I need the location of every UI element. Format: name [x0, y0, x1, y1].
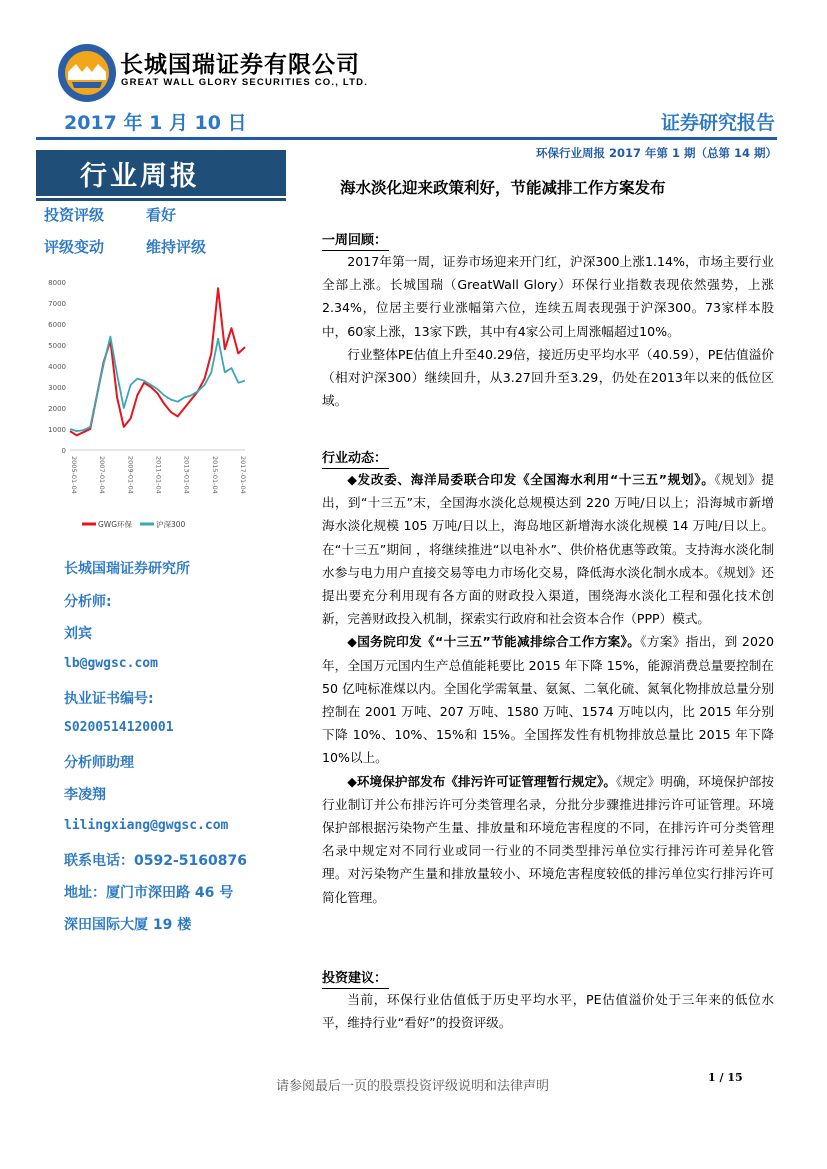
rating-change-label: 评级变动 — [44, 238, 105, 256]
y-tick-label: 7000 — [48, 300, 66, 308]
license-label: 执业证书编号: — [64, 691, 154, 707]
x-tick-label: 2011-01-04 — [154, 456, 163, 494]
section-review-body — [322, 250, 774, 412]
y-tick-label: 4000 — [48, 363, 66, 371]
phone: 联系电话：0592-5160876 — [64, 853, 247, 869]
assistant-email[interactable]: lilingxiang@gwgsc.com — [64, 818, 229, 833]
report-title: 海水淡化迎来政策利好，节能减排工作方案发布 — [340, 179, 666, 197]
rating-invest-value: 看好 — [146, 206, 177, 224]
issue-line: 环保行业周报 2017 年第 1 期（总第 14 期） — [535, 146, 777, 160]
y-tick-label: 2000 — [48, 405, 66, 413]
rating-change-value: 维持评级 — [146, 238, 207, 256]
x-tick-label: 2005-01-04 — [70, 456, 78, 494]
address-line-1: 地址：厦门市深田路 46 号 — [64, 885, 234, 901]
analyst-name: 刘宾 — [64, 626, 92, 642]
dynamic-item-3-title: ◆环境保护部发布《排污许可证管理暂行规定》。 — [347, 773, 617, 789]
x-tick-label: 2015-01-04 — [210, 456, 219, 494]
y-tick-label: 3000 — [48, 384, 66, 392]
company-logo — [56, 42, 118, 104]
review-paragraph-2: 行业整体PE估值上升至40.29倍，接近历史平均水平（40.59），PE估值溢价（相对沪深300）继续回升，从3.27回升至3.29，仍处在2013年以来的低位区域。 — [322, 346, 774, 409]
assistant-label: 分析师助理 — [64, 755, 134, 771]
rating-change — [44, 236, 206, 257]
header-divider — [36, 137, 777, 140]
y-tick-label: 8000 — [48, 279, 66, 287]
dynamic-item-1 — [322, 468, 774, 630]
company-name-cn: 长城国瑞证券有限公司 — [120, 52, 360, 78]
x-tick-label: 2013-01-04 — [182, 456, 191, 494]
legend-label: 沪深300 — [156, 520, 186, 529]
x-tick-label: 2009-01-04 — [126, 456, 135, 494]
section-advice-body — [322, 988, 774, 1034]
dynamic-item-3-text: 《规定》明确，环境保护部按行业制订并公布排污许可分类管理名录，分批分步骤推进排污许可证管理。环境保护部根据污染物产生量、排放量和环境危害程度的不同，在排污许可分类管理名录中规定对不同行业或同一行业的不同类型排污单位实行排污许可差异化管理。对污染物产生量和排放量较小、环境危害程度较低的排污单位实行排污许可简化管理。 — [322, 773, 775, 905]
section-dynamic-heading: 行业动态： — [322, 450, 389, 469]
license-number: S0200514120001 — [64, 720, 174, 735]
y-tick-label: 0 — [61, 447, 66, 455]
series-line-hs300 — [70, 337, 245, 432]
weekly-banner — [36, 150, 286, 196]
footer-disclaimer: 请参阅最后一页的股票投资评级说明和法律声明 — [276, 1079, 550, 1094]
section-review-heading: 一周回顾： — [322, 232, 389, 251]
analyst-label: 分析师: — [64, 594, 112, 610]
address-line-2: 深田国际大厦 19 楼 — [64, 917, 192, 933]
weekly-banner-label: 行业周报 — [80, 160, 200, 192]
x-tick-label: 2017-01-04 — [239, 456, 247, 494]
assistant-name: 李凌翔 — [64, 787, 106, 803]
x-tick-label: 2007-01-04 — [98, 456, 107, 494]
advice-paragraph: 当前，环保行业估值低于历史平均水平，PE估值溢价处于三年来的低位水平，维持行业“看好”的投资评级。 — [322, 992, 774, 1031]
section-advice-heading: 投资建议： — [322, 970, 389, 989]
index-chart — [40, 272, 290, 542]
dynamic-item-2 — [322, 630, 774, 769]
series-line-gwg — [70, 288, 245, 435]
report-date: 2017 年 1 月 10 日 — [64, 112, 247, 134]
dynamic-item-2-title: ◆国务院印发《“十三五”节能减排综合工作方案》。 — [347, 634, 641, 650]
institute-name: 长城国瑞证券研究所 — [64, 561, 190, 577]
dynamic-item-2-text: 《方案》指出，到 2020 年，全国万元国内生产总值能耗要比 2015 年下降 15%，能源消费总量要控制在 50 亿吨标准煤以内。全国化学需氧量、氨氮、二氧化硫、氮氧化物排放总量分别控制在 2001 万吨、207 万吨、1580 万吨、1574 万吨以内，比 2015 年分别下降 10%、10%、15%和 15%。全国挥发性有机物排放总量比 2015 年下降 10%以上。 — [322, 634, 774, 766]
dynamic-item-3 — [322, 770, 774, 909]
company-name-en: GREAT WALL GLORY SECURITIES CO., LTD. — [121, 77, 369, 88]
report-type: 证券研究报告 — [660, 112, 775, 134]
page-number: 1 / 15 — [708, 1071, 743, 1084]
rating-invest — [44, 204, 176, 225]
review-paragraph-1: 2017年第一周，证券市场迎来开门红，沪深300上涨1.14%，市场主要行业全部上涨。长城国瑞（GreatWall Glory）环保行业指数表现依然强势，上涨2.34%，位居主要行业涨幅第六位，连续五周表现强于沪深300。73家样本股中，60家上涨，13家下跌，其中有4家公司上周涨幅超过10%。 — [322, 254, 774, 339]
banner-underline — [36, 198, 286, 201]
section-dynamic-body — [322, 468, 774, 909]
rating-invest-label: 投资评级 — [44, 206, 105, 224]
dynamic-item-1-title: ◆发改委、海洋局委联合印发《全国海水利用“十三五”规划》。 — [347, 472, 715, 487]
y-tick-label: 1000 — [48, 426, 66, 434]
y-tick-label: 6000 — [48, 321, 66, 329]
analyst-email[interactable]: lb@gwgsc.com — [64, 656, 158, 671]
dynamic-item-1-text: 《规划》提出，到“十三五”末，全国海水淡化总规模达到 220 万吨/日以上；沿海城市新增海水淡化规模 105 万吨/日以上，海岛地区新增海水淡化规模 14 万吨/日以上。在“十三五”期间 ，将继续推进“以电补水”、供价格优惠等政策。支持海水淡化制水参与电力用户直接交易等电力市场化交易，降低海水淡化制水成本。《规划》还提出要充分利用现有各方面的财政投入渠道，围绕海水淡化工程和强化技术创新，完善财政投入机制，探索实行政府和社会资本合作（PPP）模式。 — [322, 472, 774, 627]
legend-label: GWG环保 — [98, 520, 133, 529]
y-tick-label: 5000 — [48, 342, 66, 350]
